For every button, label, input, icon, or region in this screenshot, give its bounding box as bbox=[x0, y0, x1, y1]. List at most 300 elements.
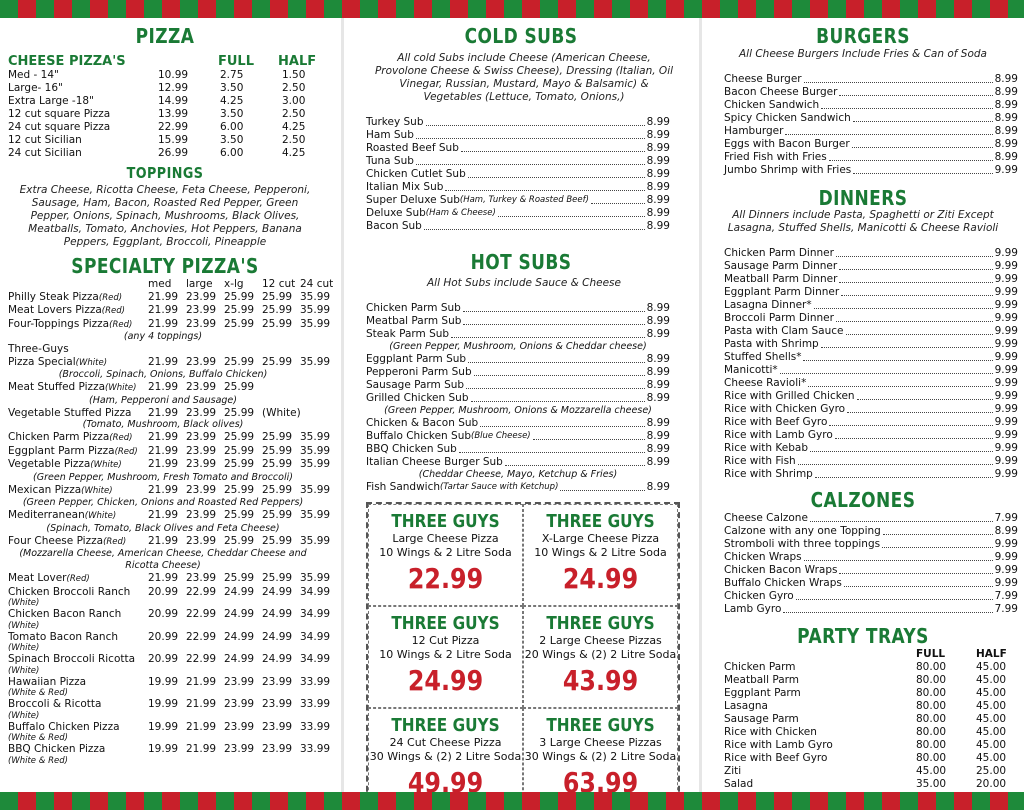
specialty-name bbox=[8, 318, 148, 332]
party-tray-full: 80.00 bbox=[916, 674, 947, 686]
specialty-price: 35.99 bbox=[300, 509, 331, 521]
pizza-title: PIZZA bbox=[135, 24, 195, 48]
specialty-price: 23.99 bbox=[186, 290, 217, 303]
party-tray-row bbox=[724, 765, 1020, 778]
burgers-title: BURGERS bbox=[816, 24, 910, 48]
leader-dots bbox=[474, 366, 645, 376]
dinner-item-price: 9.99 bbox=[994, 260, 1018, 272]
hot-sub-item-name: Italian Cheese Burger Sub bbox=[366, 456, 503, 468]
pizza-topping-full: 3.50 bbox=[220, 108, 244, 120]
specialty-price: 25.99 bbox=[262, 509, 293, 521]
deal-price: 63.99 bbox=[562, 766, 639, 792]
specialty-name bbox=[8, 743, 148, 756]
pizza-topping-full: 2.75 bbox=[220, 69, 244, 81]
calzone-item-name: Chicken Wraps bbox=[724, 551, 802, 563]
specialty-row bbox=[8, 535, 338, 549]
specialty-name bbox=[8, 291, 148, 305]
party-tray-half: 45.00 bbox=[976, 752, 1007, 764]
specialty-price: 22.99 bbox=[186, 653, 217, 665]
leader-dots bbox=[798, 455, 993, 465]
specialty-name-text: Mediterranean bbox=[8, 509, 85, 521]
specialty-price: 23.99 bbox=[224, 675, 255, 688]
leader-dots bbox=[815, 468, 993, 478]
dinner-item bbox=[724, 364, 1018, 377]
specialty-price: 20.99 bbox=[148, 608, 179, 620]
hot-sub-item-note: (Green Pepper, Mushroom, Onions & Mozzarella cheese) bbox=[384, 405, 652, 416]
specialty-note: (Spinach, Tomato, Black Olives and Feta Cheese) bbox=[46, 522, 280, 534]
specialty-note: (Broccoli, Spinach, Onions, Buffalo Chicken) bbox=[58, 369, 268, 380]
burger-item bbox=[724, 86, 1018, 99]
deal-title: THREE GUYS bbox=[391, 613, 500, 634]
specialty-price: 25.99 bbox=[224, 355, 255, 368]
party-tray-full: 80.00 bbox=[916, 700, 947, 712]
burger-item-price: 8.99 bbox=[994, 151, 1018, 163]
hot-sub-item-name: Sausage Parm Sub bbox=[366, 379, 465, 391]
specialty-price: 35.99 bbox=[300, 483, 331, 496]
leader-dots bbox=[839, 273, 992, 283]
specialty-price: 25.99 bbox=[224, 381, 255, 393]
hot-sub-item-price: 8.99 bbox=[646, 392, 670, 404]
burger-item bbox=[724, 99, 1018, 112]
party-trays-title: PARTY TRAYS bbox=[797, 624, 929, 648]
specialty-price: 21.99 bbox=[186, 698, 217, 710]
leader-dots bbox=[839, 564, 992, 574]
specialty-price: 21.99 bbox=[148, 381, 179, 393]
specialty-price: 25.99 bbox=[224, 406, 255, 419]
deal-box bbox=[523, 606, 678, 708]
leader-dots bbox=[424, 220, 645, 230]
deal-title: THREE GUYS bbox=[546, 511, 655, 532]
leader-dots bbox=[505, 456, 645, 466]
specialty-price: 35.99 bbox=[300, 572, 331, 584]
specialty-price: 25.99 bbox=[262, 483, 293, 496]
hot-sub-item-note: (Cheddar Cheese, Mayo, Ketchup & Fries) bbox=[418, 469, 618, 480]
specialty-row bbox=[8, 318, 338, 332]
party-tray-row bbox=[724, 752, 1020, 765]
pizza-size: Extra Large -18" bbox=[8, 95, 94, 107]
dinner-item bbox=[724, 390, 1018, 403]
specialty-price: 25.99 bbox=[224, 444, 255, 457]
specialty-row bbox=[8, 608, 338, 621]
leader-dots bbox=[841, 286, 992, 296]
hot-sub-item-price: 8.99 bbox=[646, 315, 670, 327]
deal-price: 22.99 bbox=[407, 562, 484, 595]
specialty-price: 22.99 bbox=[186, 585, 217, 598]
hot-sub-item-name: Chicken & Bacon Sub bbox=[366, 417, 479, 429]
specialty-price: 23.99 bbox=[262, 675, 293, 688]
cold-sub-item bbox=[366, 220, 670, 233]
dinner-item-price: 9.99 bbox=[994, 338, 1018, 350]
specialty-name bbox=[8, 586, 148, 599]
cold-sub-item bbox=[366, 142, 670, 155]
hot-sub-item-price: 8.99 bbox=[646, 481, 670, 493]
calzones-title: CALZONES bbox=[810, 488, 916, 512]
hot-sub-item-price: 8.99 bbox=[646, 328, 670, 340]
specialty-price: 24.99 bbox=[224, 608, 255, 620]
burger-item bbox=[724, 73, 1018, 86]
specialty-row bbox=[8, 484, 338, 498]
cold-sub-item-name: Turkey Sub bbox=[366, 116, 424, 128]
full-heading: FULL bbox=[218, 54, 255, 69]
hot-sub-item-price: 8.99 bbox=[646, 456, 670, 468]
cold-sub-item-name: Bacon Sub bbox=[366, 220, 422, 232]
specialty-price: 19.99 bbox=[148, 743, 179, 755]
burger-item bbox=[724, 112, 1018, 125]
specialty-row bbox=[8, 586, 338, 599]
calzone-item-price: 9.99 bbox=[994, 577, 1018, 589]
calzone-item bbox=[724, 512, 1018, 525]
leader-dots bbox=[468, 168, 645, 178]
leader-dots bbox=[829, 151, 993, 161]
cold-sub-item-price: 8.99 bbox=[646, 155, 670, 167]
cheese-pizza-row bbox=[8, 69, 316, 82]
calzone-item-name: Buffalo Chicken Wraps bbox=[724, 577, 842, 589]
burger-item bbox=[724, 164, 1018, 177]
burger-item-price: 8.99 bbox=[994, 73, 1018, 85]
specialty-price: 35.99 bbox=[300, 444, 331, 457]
specialty-price: 23.99 bbox=[186, 572, 217, 584]
specialty-name bbox=[8, 653, 148, 666]
specialty-row bbox=[8, 291, 338, 305]
hot-sub-item bbox=[366, 430, 670, 443]
specialty-price: 24.99 bbox=[224, 585, 255, 598]
specialty-name bbox=[8, 356, 148, 370]
specialty-price: 21.99 bbox=[186, 743, 217, 755]
deal-line: Large Cheese Pizza bbox=[392, 532, 499, 545]
specialty-note: (any 4 toppings) bbox=[123, 331, 203, 342]
specialty-name bbox=[8, 631, 148, 644]
specialty-price: 25.99 bbox=[224, 458, 255, 470]
specialty-tag: (White & Red) bbox=[8, 688, 68, 698]
specialty-price: 25.99 bbox=[224, 509, 255, 521]
pizza-topping-full: 6.00 bbox=[220, 121, 244, 133]
specialty-tag: (White) bbox=[8, 665, 40, 676]
specialty-price: 21.99 bbox=[148, 509, 179, 521]
specialty-tag: (Red) bbox=[109, 319, 133, 330]
specialty-price: 21.99 bbox=[148, 572, 179, 584]
leader-dots bbox=[882, 538, 993, 548]
specialty-tag: (White) bbox=[8, 643, 40, 653]
burger-item bbox=[724, 138, 1018, 151]
leader-dots bbox=[463, 302, 645, 312]
hot-sub-item-name: Grilled Chicken Sub bbox=[366, 392, 469, 404]
specialty-name-text: Three-Guys bbox=[8, 343, 69, 355]
specialty-name-text: Eggplant Parm Pizza bbox=[8, 444, 115, 457]
specialty-price: 20.99 bbox=[148, 585, 179, 598]
specialty-name bbox=[8, 698, 148, 711]
calzone-item-name: Lamb Gyro bbox=[724, 603, 782, 615]
specialty-tag: (White) bbox=[8, 620, 40, 631]
cold-sub-item bbox=[366, 194, 670, 207]
specialty-price: 21.99 bbox=[148, 483, 179, 496]
specialty-tag: (White) bbox=[75, 357, 108, 368]
pizza-half-price: 4.25 bbox=[282, 147, 306, 159]
leader-dots bbox=[852, 138, 993, 148]
calzone-item-name: Chicken Bacon Wraps bbox=[724, 564, 838, 576]
leader-dots bbox=[498, 207, 645, 217]
dinner-item-name: Rice with Fish bbox=[724, 455, 796, 467]
leader-dots bbox=[451, 328, 645, 338]
burgers-list bbox=[724, 73, 1018, 177]
specialty-tag: (White) bbox=[81, 485, 113, 496]
leader-dots bbox=[814, 299, 993, 309]
hot-sub-item bbox=[366, 379, 670, 392]
hot-sub-item-price: 8.99 bbox=[646, 443, 670, 455]
specialty-tag: (Red) bbox=[101, 306, 125, 316]
leader-dots bbox=[836, 312, 993, 322]
party-tray-name: Sausage Parm bbox=[724, 713, 799, 725]
cold-sub-item-price: 8.99 bbox=[646, 181, 670, 193]
specialty-name-text: Meat Lover bbox=[8, 572, 67, 584]
dinner-item bbox=[724, 325, 1018, 338]
specialty-price: 23.99 bbox=[186, 458, 217, 470]
leader-dots bbox=[857, 390, 993, 400]
leader-dots bbox=[560, 481, 644, 491]
dinner-item-name: Rice with Beef Gyro bbox=[724, 416, 828, 428]
calzone-item-price: 7.99 bbox=[994, 512, 1018, 524]
leader-dots bbox=[803, 351, 992, 361]
specialty-name-text: Meat Stuffed Pizza bbox=[8, 381, 106, 393]
specialty-price: 24.99 bbox=[262, 653, 293, 665]
specialty-price: 22.99 bbox=[186, 630, 217, 643]
specialty-price: 23.99 bbox=[224, 720, 255, 733]
burgers-intro: All Cheese Burgers Include Fries & Can of Soda bbox=[739, 48, 987, 60]
burger-item-name: Hamburger bbox=[724, 125, 784, 137]
specialty-price: 23.99 bbox=[186, 355, 217, 368]
specialty-price: 35.99 bbox=[300, 290, 331, 303]
col-large: large bbox=[186, 278, 213, 290]
specialty-price: 25.99 bbox=[262, 431, 293, 443]
specialty-header bbox=[8, 278, 338, 291]
specialty-price: 23.99 bbox=[186, 534, 217, 547]
burger-item-name: Fried Fish with Fries bbox=[724, 151, 827, 163]
dinner-item-price: 9.99 bbox=[994, 273, 1018, 285]
deal-title: THREE GUYS bbox=[391, 715, 500, 736]
specialty-price: 23.99 bbox=[186, 406, 217, 419]
specialty-name bbox=[8, 572, 148, 586]
hot-sub-item-name: Steak Parm Sub bbox=[366, 328, 450, 340]
specialty-tag: (White & Red) bbox=[8, 733, 68, 743]
calzone-item-price: 7.99 bbox=[994, 590, 1018, 602]
specialty-name-text: Four-Toppings Pizza bbox=[8, 317, 110, 330]
toppings-title: TOPPINGS bbox=[126, 164, 204, 182]
specialty-price: 34.99 bbox=[300, 653, 331, 665]
leader-dots bbox=[883, 525, 993, 535]
dinner-item-price: 9.99 bbox=[994, 468, 1018, 480]
specialty-row bbox=[8, 743, 338, 756]
hot-sub-item-price: 8.99 bbox=[646, 430, 670, 442]
calzone-item bbox=[724, 590, 1018, 603]
hot-sub-item bbox=[366, 366, 670, 379]
specialty-table bbox=[8, 278, 338, 766]
specialty-price: 33.99 bbox=[300, 675, 331, 688]
hot-sub-item bbox=[366, 328, 670, 341]
dinner-item-name: Eggplant Parm Dinner bbox=[724, 286, 840, 298]
calzone-item-price: 9.99 bbox=[994, 564, 1018, 576]
specialty-price: 24.99 bbox=[262, 585, 293, 598]
deal-box bbox=[523, 708, 678, 792]
col-24cut: 24 cut bbox=[300, 278, 334, 290]
dinner-item bbox=[724, 416, 1018, 429]
pizza-full-price: 14.99 bbox=[158, 95, 189, 107]
specialty-price: 25.99 bbox=[262, 317, 293, 330]
specialty-price: 23.99 bbox=[262, 698, 293, 710]
pizza-topping-full: 3.50 bbox=[220, 134, 244, 146]
calzone-item bbox=[724, 577, 1018, 590]
calzone-item-name: Stromboli with three toppings bbox=[724, 538, 881, 550]
leader-dots bbox=[445, 181, 644, 191]
specialty-price: 25.99 bbox=[262, 290, 293, 303]
cold-subs-list bbox=[366, 116, 670, 233]
dinner-item bbox=[724, 468, 1018, 481]
hot-subs-list bbox=[366, 302, 670, 494]
cold-sub-item-price: 8.99 bbox=[646, 168, 670, 180]
specialty-price: 34.99 bbox=[300, 630, 331, 643]
pizza-half-price: 2.50 bbox=[282, 82, 306, 94]
specialty-price: 21.99 bbox=[186, 720, 217, 733]
party-tray-name: Salad bbox=[724, 778, 754, 790]
leader-dots bbox=[416, 129, 645, 139]
hot-sub-item-name: Eggplant Parm Sub bbox=[366, 353, 467, 365]
cheese-pizza-row bbox=[8, 95, 316, 108]
deal-line: 12 Cut Pizza bbox=[411, 634, 480, 647]
dinner-item-name: Sausage Parm Dinner bbox=[724, 260, 838, 272]
dinners-list bbox=[724, 247, 1018, 481]
hot-subs-title: HOT SUBS bbox=[470, 250, 572, 274]
dinner-item bbox=[724, 247, 1018, 260]
leader-dots bbox=[463, 315, 644, 325]
cold-sub-item-price: 8.99 bbox=[646, 142, 670, 154]
specialty-name-text: Four Cheese Pizza bbox=[8, 534, 104, 547]
pizza-size: Med - 14" bbox=[8, 69, 59, 81]
dinner-item-name: Rice with Grilled Chicken bbox=[724, 390, 855, 402]
dinner-item-price: 9.99 bbox=[994, 364, 1018, 376]
specialty-tag: (Red) bbox=[109, 433, 133, 443]
bottom-border bbox=[0, 792, 1024, 810]
cold-sub-item bbox=[366, 155, 670, 168]
party-tray-name: Meatball Parm bbox=[724, 674, 799, 686]
calzone-item-price: 8.99 bbox=[994, 525, 1018, 537]
dinner-item-name: Broccoli Parm Dinner bbox=[724, 312, 834, 324]
specialty-row bbox=[8, 343, 338, 356]
dinner-item-name: Manicotti* bbox=[724, 364, 778, 376]
specialty-row bbox=[8, 356, 338, 370]
specialty-price: 23.99 bbox=[186, 431, 217, 443]
leader-dots bbox=[785, 125, 992, 135]
specialty-name-text: Chicken Broccoli Ranch bbox=[8, 585, 131, 598]
party-tray-half: 45.00 bbox=[976, 713, 1007, 725]
party-tray-half: 45.00 bbox=[976, 700, 1007, 712]
pizza-topping-full: 4.25 bbox=[220, 95, 244, 107]
cold-sub-item-price: 8.99 bbox=[646, 220, 670, 232]
party-tray-half: 45.00 bbox=[976, 674, 1007, 686]
specialty-price: 35.99 bbox=[300, 431, 331, 443]
specialty-price: 19.99 bbox=[148, 698, 179, 710]
pizza-size: 24 cut square Pizza bbox=[8, 121, 111, 133]
specialty-price: 21.99 bbox=[148, 290, 179, 303]
party-full-heading: FULL bbox=[916, 648, 946, 660]
burger-item-name: Eggs with Bacon Burger bbox=[724, 138, 850, 150]
specialty-price: 24.99 bbox=[262, 608, 293, 620]
specialty-row bbox=[8, 676, 338, 689]
leader-dots bbox=[810, 512, 993, 522]
dinners-title: DINNERS bbox=[818, 186, 908, 210]
deal-box bbox=[368, 606, 523, 708]
party-tray-name: Rice with Chicken bbox=[724, 726, 817, 738]
specialty-name-text: Spinach Broccoli Ricotta bbox=[8, 653, 136, 665]
dinner-item-price: 9.99 bbox=[994, 403, 1018, 415]
specialty-row bbox=[8, 458, 338, 472]
leader-dots bbox=[466, 379, 645, 389]
deal-price: 49.99 bbox=[407, 766, 484, 792]
specialty-name-text: Pizza Special bbox=[8, 355, 76, 368]
specialty-note: (Tomato, Mushroom, Black olives) bbox=[82, 419, 244, 430]
dinner-item-name: Pasta with Shrimp bbox=[724, 338, 819, 350]
hot-sub-item-price: 8.99 bbox=[646, 302, 670, 314]
specialty-name bbox=[8, 535, 148, 549]
leader-dots bbox=[461, 142, 645, 152]
party-tray-name: Rice with Beef Gyro bbox=[724, 752, 828, 764]
cold-sub-item-name: Roasted Beef Sub bbox=[366, 142, 459, 154]
col-med: med bbox=[148, 278, 172, 290]
dinner-item-name: Rice with Chicken Gyro bbox=[724, 403, 846, 415]
hot-sub-item-note: (Green Pepper, Mushroom, Onions & Cheddar cheese) bbox=[389, 341, 647, 352]
subs-panel bbox=[344, 18, 698, 792]
hot-sub-item bbox=[366, 353, 670, 366]
specialty-price: 35.99 bbox=[300, 534, 331, 547]
deal-line: 30 Wings & (2) 2 Litre Soda bbox=[369, 750, 522, 763]
specialty-name bbox=[8, 431, 148, 445]
party-tray-half: 45.00 bbox=[976, 739, 1007, 751]
party-tray-row bbox=[724, 674, 1020, 687]
hot-sub-item-name: Pepperoni Parm Sub bbox=[366, 366, 472, 378]
dinner-item-price: 9.99 bbox=[994, 247, 1018, 259]
specialty-price: 24.99 bbox=[262, 630, 293, 643]
party-tray-full: 80.00 bbox=[916, 739, 947, 751]
pizza-full-price: 22.99 bbox=[158, 121, 189, 133]
hot-sub-item-name: Buffalo Chicken Sub bbox=[366, 430, 472, 442]
specialty-name-text: Philly Steak Pizza bbox=[8, 290, 99, 303]
specialty-price: 21.99 bbox=[148, 444, 179, 457]
specialty-note: (Ham, Pepperoni and Sausage) bbox=[89, 394, 237, 406]
cold-subs-intro: All cold Subs include Cheese (American Cheese, Provolone Cheese & Swiss Cheese), Dressing (Italian, Oil Vinegar, Russian, Mustard, Mayo & Balsamic) & Vegetables (Lettuce, Tomato, Onions,) bbox=[374, 52, 674, 103]
calzone-item-price: 9.99 bbox=[994, 538, 1018, 550]
hot-sub-item-name: Fish Sandwich bbox=[366, 481, 441, 493]
calzone-item-name: Chicken Gyro bbox=[724, 590, 794, 602]
specialty-price: 23.99 bbox=[186, 509, 217, 521]
leader-dots bbox=[844, 577, 993, 587]
specialty-price: 25.99 bbox=[224, 290, 255, 303]
specialty-note: (Mozzarella Cheese, American Cheese, Cheddar Cheese and Ricotta Cheese) bbox=[19, 548, 307, 571]
burger-item bbox=[724, 125, 1018, 138]
specialty-name bbox=[8, 608, 148, 621]
dinner-item bbox=[724, 286, 1018, 299]
specialty-price: 25.99 bbox=[224, 572, 255, 584]
specialty-name-text: Vegetable Stuffed Pizza bbox=[8, 406, 132, 419]
deal-line: 20 Wings & (2) 2 Litre Soda bbox=[524, 648, 677, 661]
burger-item-name: Jumbo Shrimp with Fries bbox=[724, 164, 852, 176]
specialty-name bbox=[8, 407, 148, 420]
dinner-item-price: 9.99 bbox=[994, 416, 1018, 428]
cold-sub-item bbox=[366, 168, 670, 181]
specialty-price: (White) bbox=[262, 406, 301, 419]
leader-dots bbox=[783, 603, 992, 613]
col-xlg: x-lg bbox=[224, 278, 244, 290]
dinner-item-name: Lasagna Dinner* bbox=[724, 299, 812, 311]
calzone-item bbox=[724, 538, 1018, 551]
burger-item-name: Spicy Chicken Sandwich bbox=[724, 112, 851, 124]
specialty-name-text: Tomato Bacon Ranch bbox=[8, 630, 119, 643]
